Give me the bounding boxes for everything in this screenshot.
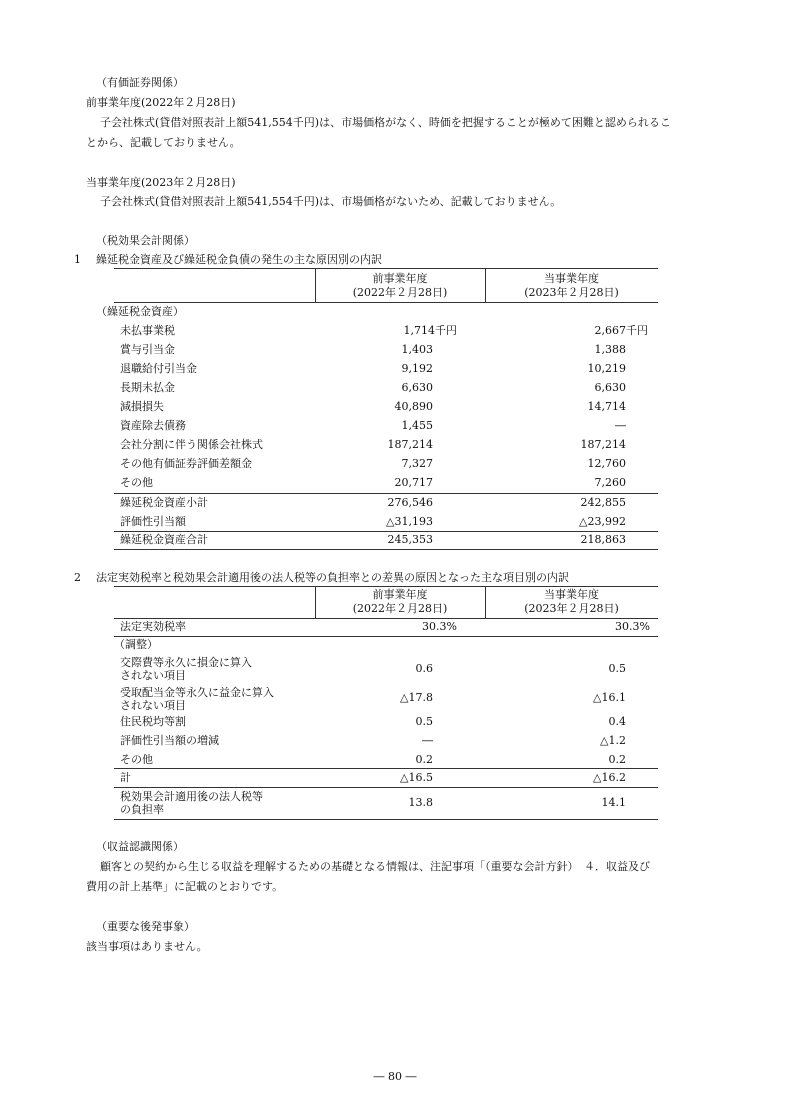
adjustment-label: （調整）	[114, 638, 158, 651]
securities-prev-text-1: 子会社株式(貸借対照表計上額541,554千円)は、市場価格がなく、時価を把握することが極めて困難と認められるこ	[100, 116, 671, 129]
table-cell-prev: 1,455	[401, 419, 433, 432]
table-rule	[114, 531, 658, 532]
table-cell-curr: 0.2	[608, 753, 626, 766]
table-row-label: その他有価証券評価差額金	[120, 457, 252, 470]
col-prev-date: (2022年２月28日)	[352, 602, 448, 615]
table-cell-curr: 0.4	[608, 715, 626, 728]
table-cell-curr: 2,667千円	[594, 324, 648, 337]
table-rule	[114, 636, 658, 637]
table-cell-prev: △17.8	[400, 691, 433, 704]
table-row-label: 未払事業税	[120, 324, 175, 337]
revenue-text-1: 顧客との契約から生じる収益を理解するための基礎となる情報は、注記事項「（重要な会計方針） ４．収益及び	[100, 860, 650, 873]
table-rule	[114, 549, 658, 550]
table-row-label: 資産除去債務	[120, 419, 186, 432]
effective-rate-curr: 14.1	[601, 796, 626, 809]
table-cell-prev: 1,714千円	[403, 324, 457, 337]
table-cell-curr: 12,760	[587, 457, 626, 470]
table-row-label: 賞与引当金	[120, 343, 175, 356]
subsequent-heading: （重要な後発事象）	[96, 920, 195, 933]
tax-section2-number: 2	[74, 571, 81, 584]
table-row-label: その他	[120, 476, 153, 489]
table-cell-prev: 9,192	[401, 362, 433, 375]
table-cell-prev: 7,327	[401, 457, 433, 470]
table-rule	[114, 586, 658, 587]
table-row-label: 交際費等永久に損金に算入	[120, 656, 252, 669]
table-cell-curr: 1,388	[594, 343, 626, 356]
effective-rate-prev: 13.8	[408, 796, 433, 809]
statutory-rate-label: 法定実効税率	[120, 620, 186, 633]
sum-label: 計	[120, 771, 131, 784]
subsequent-text: 該当事項はありません。	[86, 940, 208, 953]
table-cell-prev: 0.5	[415, 715, 433, 728]
revenue-heading: （収益認識関係）	[96, 840, 184, 853]
table-row-label: 受取配当金等永久に益金に算入	[120, 686, 274, 699]
securities-prev-label: 前事業年度(2022年２月28日)	[86, 96, 236, 109]
statutory-rate-curr: 30.3%	[615, 620, 650, 633]
allowance-label: 評価性引当額	[120, 515, 186, 528]
sum-prev: △16.5	[400, 771, 433, 784]
table-cell-curr: ―	[615, 419, 626, 432]
table-rule	[114, 819, 658, 820]
col-curr-title: 当事業年度	[544, 588, 599, 601]
table-rule	[114, 268, 658, 269]
allowance-curr: △23,992	[579, 515, 626, 528]
subtotal-label: 繰延税金資産小計	[120, 496, 208, 509]
table-row-label-cont: されない項目	[120, 669, 186, 682]
table-cell-prev: 0.6	[415, 662, 433, 675]
table-cell-prev: 1,403	[401, 343, 433, 356]
table-row-label-cont: されない項目	[120, 699, 186, 712]
col-prev-title: 前事業年度	[372, 272, 428, 285]
revenue-text-2: 費用の計上基準」に記載のとおりです。	[86, 880, 284, 893]
table-cell-prev: 20,717	[394, 476, 433, 489]
table-cell-curr: 187,214	[580, 438, 626, 451]
table-group-label: （繰延税金資産）	[96, 305, 184, 318]
table-cell-curr: 10,219	[587, 362, 626, 375]
securities-curr-label: 当事業年度(2023年２月28日)	[86, 176, 236, 189]
statutory-rate-prev: 30.3%	[422, 620, 457, 633]
table-row-label: 住民税均等割	[120, 715, 186, 728]
col-prev-date: (2022年２月28日)	[352, 286, 448, 299]
table-rule	[114, 768, 658, 769]
table-rule	[114, 787, 658, 788]
table-rule	[114, 618, 658, 619]
table-row-label: 減損損失	[120, 400, 164, 413]
table-cell-curr: 14,714	[587, 400, 626, 413]
table-row-label: 評価性引当額の増減	[120, 734, 219, 747]
total-curr: 218,863	[580, 533, 626, 546]
securities-heading: （有価証券関係）	[96, 76, 184, 89]
table-cell-prev: 40,890	[394, 400, 433, 413]
col-curr-title: 当事業年度	[544, 272, 599, 285]
table-cell-prev: ―	[422, 734, 433, 747]
table-row-label: 退職給付引当金	[120, 362, 197, 375]
table-cell-curr: 0.5	[608, 662, 626, 675]
table-cell-prev: 6,630	[401, 381, 433, 394]
table-cell-curr: △1.2	[600, 734, 626, 747]
table-row-label: その他	[120, 753, 153, 766]
effective-rate-label-cont: の負担率	[120, 803, 164, 816]
col-prev-title: 前事業年度	[372, 588, 428, 601]
table-cell-curr: △16.1	[593, 691, 626, 704]
sum-curr: △16.2	[593, 771, 626, 784]
subtotal-curr: 242,855	[580, 496, 626, 509]
subtotal-prev: 276,546	[387, 496, 433, 509]
securities-prev-text-2: とから、記載しておりません。	[86, 136, 241, 149]
securities-curr-text: 子会社株式(貸借対照表計上額541,554千円)は、市場価格がないため、記載しておりません。	[100, 195, 562, 208]
table-row-label: 会社分割に伴う関係会社株式	[120, 438, 263, 451]
table-cell-curr: 7,260	[594, 476, 626, 489]
table-cell-prev: 187,214	[387, 438, 433, 451]
tax-section1-number: 1	[74, 253, 81, 266]
tax-heading: （税効果会計関係）	[96, 234, 195, 247]
tax-section1-title: 繰延税金資産及び繰延税金負債の発生の主な原因別の内訳	[96, 253, 382, 266]
table-rule	[114, 493, 658, 494]
table-row-label: 長期未払金	[120, 381, 175, 394]
table-cell-prev: 0.2	[415, 753, 433, 766]
table-cell-curr: 6,630	[594, 381, 626, 394]
total-prev: 245,353	[387, 533, 433, 546]
allowance-prev: △31,193	[386, 515, 433, 528]
table-rule	[114, 302, 658, 303]
page-number: ― 80 ―	[373, 1070, 417, 1083]
col-curr-date: (2023年２月28日)	[524, 602, 619, 615]
col-curr-date: (2023年２月28日)	[524, 286, 619, 299]
total-label: 繰延税金資産合計	[120, 533, 208, 546]
effective-rate-label: 税効果会計適用後の法人税等	[120, 790, 263, 803]
tax-section2-title: 法定実効税率と税効果会計適用後の法人税等の負担率との差異の原因となった主な項目別の内訳	[96, 571, 569, 584]
